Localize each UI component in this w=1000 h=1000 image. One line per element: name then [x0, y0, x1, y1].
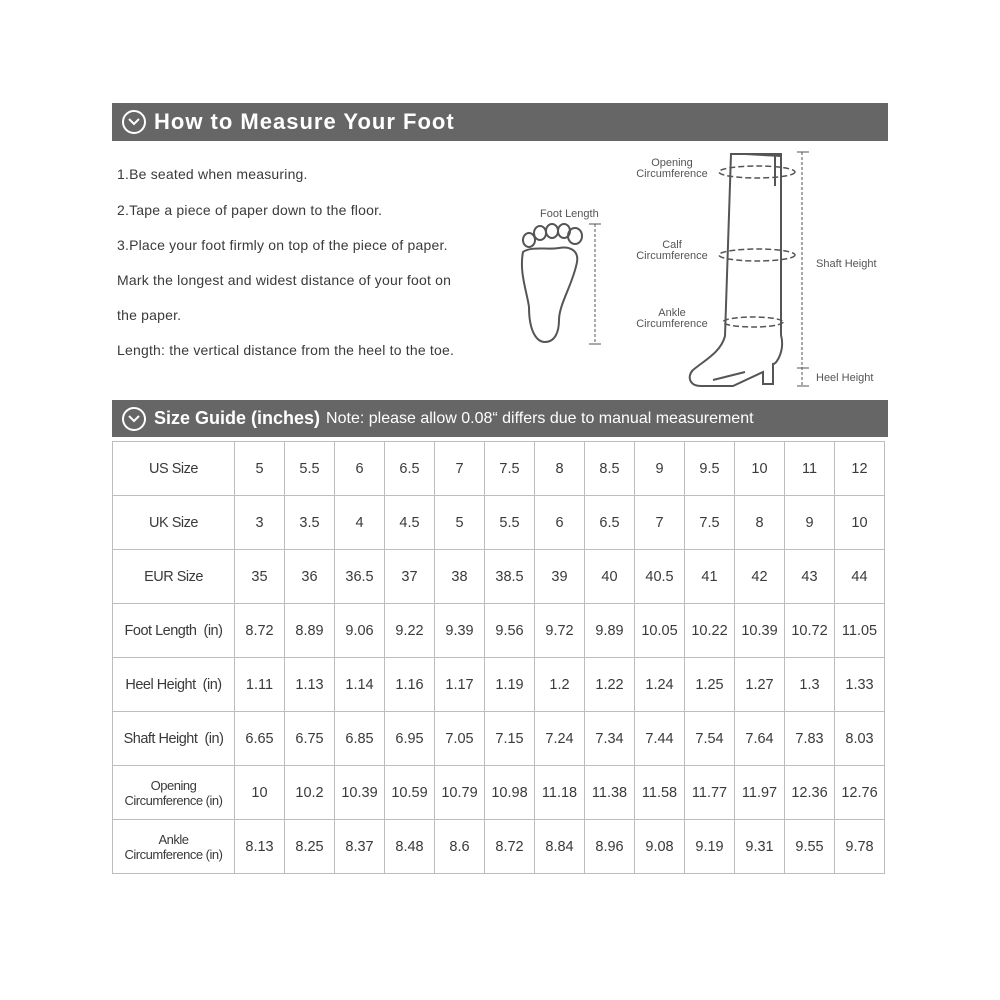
table-cell: 8: [735, 496, 785, 550]
table-cell: 10.79: [435, 766, 485, 820]
table-cell: 7: [635, 496, 685, 550]
table-cell: 40.5: [635, 550, 685, 604]
table-cell: 7.24: [535, 712, 585, 766]
table-cell: 9.72: [535, 604, 585, 658]
table-cell: 11: [785, 442, 835, 496]
table-cell: 35: [235, 550, 285, 604]
table-cell: 5: [235, 442, 285, 496]
table-cell: 7: [435, 442, 485, 496]
table-cell: 1.25: [685, 658, 735, 712]
table-cell: 7.44: [635, 712, 685, 766]
table-cell: 12: [835, 442, 885, 496]
table-cell: 3: [235, 496, 285, 550]
row-header: [113, 820, 235, 874]
table-cell: 10.39: [735, 604, 785, 658]
table-cell: 8.37: [335, 820, 385, 874]
table-cell: 6.75: [285, 712, 335, 766]
calf-circumference-label: Calf Circumference: [636, 239, 708, 262]
table-cell: 1.22: [585, 658, 635, 712]
table-cell: 10: [835, 496, 885, 550]
chevron-down-icon: [122, 407, 146, 431]
table-cell: 10.59: [385, 766, 435, 820]
table-cell: 7.05: [435, 712, 485, 766]
row-header: Foot Length (in): [113, 604, 235, 658]
table-cell: 9.39: [435, 604, 485, 658]
table-cell: 9.89: [585, 604, 635, 658]
table-cell: 10.05: [635, 604, 685, 658]
table-cell: 5: [435, 496, 485, 550]
instruction-step: 2.Tape a piece of paper down to the floor.: [117, 202, 383, 218]
table-cell: 4: [335, 496, 385, 550]
table-cell: 9.56: [485, 604, 535, 658]
table-row: [113, 604, 885, 658]
table-cell: 6.5: [385, 442, 435, 496]
size-guide-note: Note: please allow 0.08“ differs due to manual measurement: [326, 409, 754, 427]
table-cell: 43: [785, 550, 835, 604]
table-cell: 8.48: [385, 820, 435, 874]
row-header: Heel Height (in): [113, 658, 235, 712]
table-cell: 8.5: [585, 442, 635, 496]
table-cell: 1.27: [735, 658, 785, 712]
table-cell: 9.19: [685, 820, 735, 874]
heel-height-label: Heel Height: [816, 372, 874, 384]
table-cell: 1.24: [635, 658, 685, 712]
table-cell: 1.13: [285, 658, 335, 712]
table-cell: 8.72: [485, 820, 535, 874]
table-cell: 12.76: [835, 766, 885, 820]
table-cell: 10.72: [785, 604, 835, 658]
table-cell: 12.36: [785, 766, 835, 820]
table-cell: 8.6: [435, 820, 485, 874]
table-cell: 3.5: [285, 496, 335, 550]
instruction-step: 1.Be seated when measuring.: [117, 166, 308, 182]
table-cell: 8.03: [835, 712, 885, 766]
table-cell: 8.89: [285, 604, 335, 658]
table-cell: 7.64: [735, 712, 785, 766]
row-header-line: Opening: [150, 777, 197, 793]
boot-illustration: [685, 150, 825, 390]
table-cell: 7.83: [785, 712, 835, 766]
table-cell: 6: [535, 496, 585, 550]
table-cell: 11.18: [535, 766, 585, 820]
table-cell: 6.95: [385, 712, 435, 766]
row-header-line: Circumference (in): [124, 846, 223, 862]
table-cell: 1.14: [335, 658, 385, 712]
table-cell: 9.5: [685, 442, 735, 496]
foot-outline-illustration: [515, 222, 615, 347]
row-header: US Size: [113, 442, 235, 496]
table-cell: 6.65: [235, 712, 285, 766]
table-cell: 10: [735, 442, 785, 496]
instruction-step: Mark the longest and widest distance of your foot on: [117, 272, 452, 288]
table-cell: 38: [435, 550, 485, 604]
chevron-down-icon: [122, 110, 146, 134]
table-cell: 10.2: [285, 766, 335, 820]
table-cell: 36: [285, 550, 335, 604]
table-cell: 7.5: [685, 496, 735, 550]
table-cell: 6.85: [335, 712, 385, 766]
table-cell: 1.2: [535, 658, 585, 712]
table-cell: 5.5: [485, 496, 535, 550]
measure-title: How to Measure Your Foot: [154, 109, 455, 134]
row-header: UK Size: [113, 496, 235, 550]
table-cell: 1.33: [835, 658, 885, 712]
table-cell: 36.5: [335, 550, 385, 604]
table-cell: 10: [235, 766, 285, 820]
table-cell: 9: [635, 442, 685, 496]
table-row: [113, 820, 885, 874]
table-cell: 9.78: [835, 820, 885, 874]
instruction-step: 3.Place your foot firmly on top of the piece of paper.: [117, 237, 448, 253]
table-cell: 44: [835, 550, 885, 604]
table-row: [113, 658, 885, 712]
table-cell: 11.77: [685, 766, 735, 820]
instruction-step: the paper.: [117, 307, 182, 323]
table-cell: 39: [535, 550, 585, 604]
table-cell: 7.54: [685, 712, 735, 766]
table-cell: 4.5: [385, 496, 435, 550]
table-cell: 1.17: [435, 658, 485, 712]
size-guide-header: [112, 400, 888, 437]
opening-circumference-label: Opening Circumference: [636, 157, 708, 180]
table-cell: 40: [585, 550, 635, 604]
table-cell: 10.98: [485, 766, 535, 820]
row-header-line: Circumference (in): [124, 792, 223, 808]
size-guide-title: Size Guide (inches): [154, 408, 321, 428]
table-row: [113, 766, 885, 820]
table-cell: 7.5: [485, 442, 535, 496]
table-cell: 8.13: [235, 820, 285, 874]
table-cell: 10.39: [335, 766, 385, 820]
table-row: [113, 496, 885, 550]
table-cell: 8.25: [285, 820, 335, 874]
table-cell: 1.3: [785, 658, 835, 712]
table-cell: 5.5: [285, 442, 335, 496]
table-cell: 1.19: [485, 658, 535, 712]
table-cell: 9.22: [385, 604, 435, 658]
measure-header: [112, 103, 888, 141]
table-cell: 37: [385, 550, 435, 604]
table-cell: 6.5: [585, 496, 635, 550]
table-cell: 8.96: [585, 820, 635, 874]
row-header-line: Ankle: [158, 831, 189, 847]
table-cell: 9.55: [785, 820, 835, 874]
table-cell: 7.34: [585, 712, 635, 766]
table-row: [113, 712, 885, 766]
table-cell: 9.08: [635, 820, 685, 874]
foot-length-label: Foot Length: [540, 208, 599, 220]
table-cell: 7.15: [485, 712, 535, 766]
size-table: [112, 441, 885, 874]
table-cell: 38.5: [485, 550, 535, 604]
table-cell: 11.97: [735, 766, 785, 820]
row-header: [113, 766, 235, 820]
table-cell: 11.38: [585, 766, 635, 820]
table-cell: 11.58: [635, 766, 685, 820]
ankle-circumference-label: Ankle Circumference: [636, 307, 708, 330]
table-cell: 9: [785, 496, 835, 550]
table-cell: 8: [535, 442, 585, 496]
table-cell: 8.84: [535, 820, 585, 874]
instruction-step: Length: the vertical distance from the heel to the toe.: [117, 342, 455, 358]
row-header: EUR Size: [113, 550, 235, 604]
row-header: Shaft Height (in): [113, 712, 235, 766]
table-cell: 10.22: [685, 604, 735, 658]
table-row: [113, 442, 885, 496]
table-cell: 41: [685, 550, 735, 604]
table-cell: 42: [735, 550, 785, 604]
table-cell: 9.31: [735, 820, 785, 874]
table-cell: 8.72: [235, 604, 285, 658]
table-row: [113, 550, 885, 604]
table-cell: 9.06: [335, 604, 385, 658]
shaft-height-label: Shaft Height: [816, 258, 877, 270]
table-cell: 11.05: [835, 604, 885, 658]
table-cell: 1.11: [235, 658, 285, 712]
table-cell: 1.16: [385, 658, 435, 712]
table-cell: 6: [335, 442, 385, 496]
